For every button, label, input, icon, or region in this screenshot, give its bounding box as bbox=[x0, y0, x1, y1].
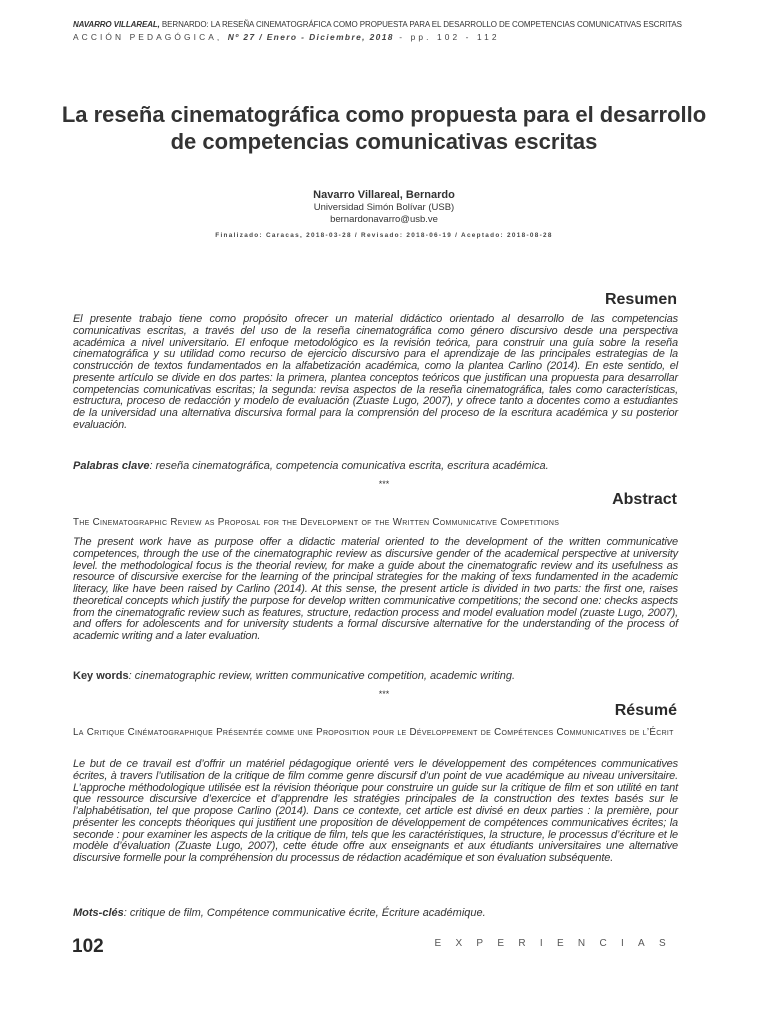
abstract-keywords-text: : cinematographic review, written communicative competition, academic writing. bbox=[128, 670, 516, 682]
journal-pages: - pp. 102 - 112 bbox=[393, 32, 500, 42]
abstract-heading: Abstract bbox=[612, 491, 677, 508]
abstract-text: The present work have as purpose offer a didactic material oriented to the development of the written communicative competences, through the use of the cinematographic review as discursive gender of the academical perspective at university level. the methodological focus is the theorial review, for make a guide about the cinematografic review and its usefulness as resource of discursive exercise for the learning of the principal strategies for the making of texs fundamented in the academic literacy, like have been raised by Carlino (2014). At this sense, the present article is divided in two parts: the first one, raises theoretical concepts which justify the purpose for develop written communicative competitions; the second one: checks aspects from the cinematografic review such as features, structure, redaction process and model evaluation model (zuaste Lugo, 2007), and offers for adolescents and for university students a formal discursive alternative for the understanding of the process of academic writing and a later evaluation. bbox=[73, 536, 678, 642]
footer-section-label: EXPERIENCIAS bbox=[434, 938, 680, 949]
journal-issue: Nº 27 / Enero - Diciembre, 2018 bbox=[227, 32, 394, 42]
resume-keywords bbox=[73, 907, 678, 920]
separator: *** bbox=[378, 689, 390, 699]
author-name: Navarro Villareal, Bernardo bbox=[313, 189, 455, 201]
resumen-heading: Resumen bbox=[604, 291, 677, 308]
running-head-title: LA RESEÑA CINEMATOGRÁFICA COMO PROPUESTA PARA EL DESARROLLO DE COMPETENCIAS COMUNICATIVAS ESCRITAS bbox=[208, 20, 682, 29]
resumen-keywords-label: Palabras clave bbox=[73, 460, 150, 472]
author-block bbox=[0, 189, 768, 226]
resumen-keywords-text: : reseña cinematográfica, competencia comunicativa escrita, escritura académica. bbox=[149, 460, 549, 472]
page-number: 102 bbox=[72, 936, 104, 957]
article-title: La reseña cinematográfica como propuesta para el desarrollo de competencias comunicativas escritas bbox=[61, 102, 707, 154]
submission-dates: Finalizado: Caracas, 2018-03-28 / Revisado: 2018-06-19 / Aceptado: 2018-08-28 bbox=[215, 232, 553, 239]
running-head-authors: NAVARRO VILLAREAL, bbox=[73, 20, 160, 29]
separator: *** bbox=[378, 479, 390, 489]
resumen-text: El presente trabajo tiene como propósito ofrecer un material didáctico orientado al desarrollo de las competencias comunicativas escritas, a través del uso de la reseña cinematográfica como género discursivo desde una perspectiva académica a nivel universitario. El enfoque metodológico es la revisión teórica, para construir una guía sobre la reseña cinematográfica y su utilidad como recurso de ejercicio discursivo para el aprendizaje de las principales estrategias de la construcción de textos fundamentados en la alfabetización académica, como la plantea Carlino (2014). En este sentido, el presente artículo se divide en dos partes: la primera, plantea conceptos teóricos que justifican una propuesta para desarrollar competencias comunicativas escritas; la segunda: revisa aspectos de la reseña cinematográfica, tales como características, estructura, proceso de redacción y modelo de evaluación (Zuaste Lugo, 2007), y ofrece tanto a docentes como a estudiantes de la universidad una alternativa discursiva formal para la comprensión del proceso de la escritura académica y su posterior evaluación. bbox=[73, 313, 678, 431]
resume-keywords-text: : critique de film, Compétence communicative écrite, Écriture académique. bbox=[123, 907, 486, 919]
resume-keywords-label: Mots-clés bbox=[73, 907, 124, 919]
running-head-article bbox=[73, 20, 680, 30]
running-head-journal bbox=[73, 31, 680, 43]
author-email: bernardonavarro@usb.ve bbox=[330, 214, 438, 225]
resume-text: Le but de ce travail est d’offrir un matériel pédagogique orienté vers le développement des compétences communicatives écrites, à travers l’utilisation de la critique de film comme genre discursif d’un point de vue académique au niveau universitaire. L’approche méthodologique utilisée est la révision théorique pour construire un guide sur la critique de film et son utilité en tant que ressource discursive d’exercice et d’apprendre les stratégies principales de la construction des textes basés sur le l’alphabétisation, tel que propose Carlino (2014). Dans ce contexte, cet article est divisé en deux parties : la première, pour présenter les concepts théoriques qui justifient une proposition de développement de compétences communicatives écrites; la seconde : pour examiner les aspects de la critique de film, tels que les caractéristiques, la structure, le processus d’écriture et le modèle d’évaluation (Zuaste Lugo, 2007), cette étude offre aux enseignants et aux étudiants universitaires une alternative discursive formelle pour la compréhension du processus de rédaction académique et son évaluation subséquente. bbox=[73, 758, 678, 864]
running-head-name: BERNARDO: bbox=[159, 20, 209, 29]
abstract-keywords-label: Key words bbox=[73, 670, 129, 682]
abstract-keywords bbox=[73, 670, 678, 683]
resume-heading: Résumé bbox=[614, 702, 677, 719]
running-head bbox=[73, 20, 680, 43]
journal-name: ACCIÓN PEDAGÓGICA, bbox=[73, 32, 228, 42]
resumen-keywords bbox=[73, 460, 678, 473]
abstract-english-title: The Cinematographic Review as Proposal for the Development of the Written Communicative Competitions bbox=[73, 517, 560, 528]
resume-french-title: La Critique Cinématographique Présentée comme une Proposition pour le Développement de Compétences Communicatives de l’Écrit bbox=[73, 727, 674, 738]
author-affiliation: Universidad Simón Bolívar (USB) bbox=[313, 202, 455, 213]
